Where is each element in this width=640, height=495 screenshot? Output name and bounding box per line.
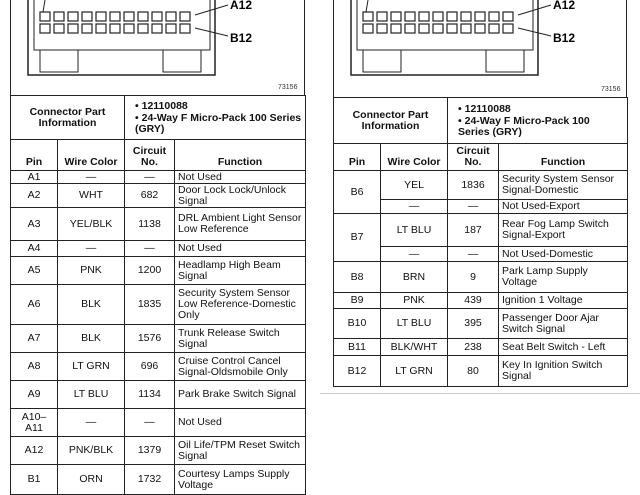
pin-label-a12: A12 xyxy=(553,0,576,12)
pin-cavity xyxy=(419,24,429,33)
function-cell: Door Lock Lock/Unlock Signal xyxy=(175,184,306,208)
pin-cell: A9 xyxy=(11,381,58,409)
pin-cavity xyxy=(489,12,499,21)
wire-color-cell: YEL xyxy=(381,171,448,200)
circuit-cell: — xyxy=(448,200,499,214)
column-header: Circuit No. xyxy=(125,140,175,171)
table-row xyxy=(11,241,306,257)
wire-color-cell: — xyxy=(381,247,448,262)
connector-info-values xyxy=(448,98,628,144)
table-row xyxy=(11,409,306,437)
circuit-cell: 682 xyxy=(125,184,175,208)
wire-color-cell: WHT xyxy=(58,184,125,208)
circuit-cell: 9 xyxy=(448,262,499,293)
function-cell: DRL Ambient Light Sensor Low Reference xyxy=(175,208,306,241)
wire-color-cell: PNK/BLK xyxy=(58,437,125,465)
function-cell: Ignition 1 Voltage xyxy=(499,293,628,309)
connector-info-values xyxy=(125,96,306,140)
pin-cell: A3 xyxy=(11,208,58,241)
pin-label-b12: B12 xyxy=(553,31,576,45)
pin-cavity xyxy=(363,24,373,33)
function-cell: Seat Belt Switch - Left xyxy=(499,339,628,356)
pin-cavity xyxy=(475,24,485,33)
header-row xyxy=(334,144,628,171)
circuit-cell: — xyxy=(448,247,499,262)
connector-info-label: Connector Part Information xyxy=(11,96,125,140)
circuit-cell: — xyxy=(125,241,175,257)
function-cell: Not Used xyxy=(175,241,306,257)
leader-line xyxy=(518,28,551,36)
circuit-cell: 1134 xyxy=(125,381,175,409)
pinout-table xyxy=(333,97,628,387)
table-row xyxy=(11,285,306,325)
figure-code: 73156 xyxy=(601,86,621,93)
pin-cell: B1 xyxy=(11,465,58,495)
function-cell: Rear Fog Lamp Switch Signal-Export xyxy=(499,214,628,247)
column-header: Wire Color xyxy=(381,144,448,171)
wire-color-cell: BLK/WHT xyxy=(381,339,448,356)
table-row xyxy=(334,262,628,293)
function-cell: Security System Sensor Low Reference-Domestic Only xyxy=(175,285,306,325)
table-row xyxy=(11,257,306,285)
pin-cell: A6 xyxy=(11,285,58,325)
wire-color-cell: LT BLU xyxy=(381,214,448,247)
connector-info-row xyxy=(11,96,306,140)
column-header: Circuit No. xyxy=(448,144,499,171)
wire-color-cell: — xyxy=(58,241,125,257)
pin-cell: B11 xyxy=(334,339,381,356)
column-header: Function xyxy=(175,140,306,171)
wire-color-cell: LT GRN xyxy=(58,353,125,381)
table-row xyxy=(334,339,628,356)
pin-cavity xyxy=(503,24,513,33)
circuit-cell: 439 xyxy=(448,293,499,309)
pin-cell: A4 xyxy=(11,241,58,257)
wire-color-cell: BRN xyxy=(381,262,448,293)
pin-cavity xyxy=(377,12,387,21)
pin-label-b12: B12 xyxy=(230,31,253,45)
column-header: Pin xyxy=(334,144,381,171)
table-row xyxy=(11,208,306,241)
table-row xyxy=(11,171,306,184)
pin-cavity xyxy=(447,24,457,33)
pin-cavity xyxy=(489,24,499,33)
circuit-cell: 395 xyxy=(448,309,499,339)
circuit-cell: 1379 xyxy=(125,437,175,465)
pin-cell: A10–A11 xyxy=(11,409,58,437)
function-cell: Park Lamp Supply Voltage xyxy=(499,262,628,293)
circuit-cell: 1200 xyxy=(125,257,175,285)
wire-color-cell: LT BLU xyxy=(58,381,125,409)
pin-cavity xyxy=(461,24,471,33)
circuit-cell: 1732 xyxy=(125,465,175,495)
connector-info-row xyxy=(334,98,628,144)
pin-cell: A5 xyxy=(11,257,58,285)
function-cell: Passenger Door Ajar Switch Signal xyxy=(499,309,628,339)
pin-cavity xyxy=(447,12,457,21)
function-cell: Not Used xyxy=(175,171,306,184)
table-row xyxy=(11,437,306,465)
function-cell: Key In Ignition Switch Signal xyxy=(499,356,628,387)
pin-cell: A2 xyxy=(11,184,58,208)
table-row xyxy=(11,325,306,353)
connector-info-label: Connector Part Information xyxy=(334,98,448,144)
pin-cavity xyxy=(419,12,429,21)
connector-body xyxy=(351,0,538,75)
wire-color-cell: LT BLU xyxy=(381,309,448,339)
circuit-cell: 187 xyxy=(448,214,499,247)
wire-color-cell: — xyxy=(381,200,448,214)
function-cell: Not Used-Export xyxy=(499,200,628,214)
column-header: Pin xyxy=(11,140,58,171)
wire-color-cell: YEL/BLK xyxy=(58,208,125,241)
connector-info-item: • 24-Way F Micro-Pack 100 Series (GRY) xyxy=(458,114,590,138)
table-row xyxy=(334,214,628,247)
column-header: Function xyxy=(499,144,628,171)
function-cell: Security System Sensor Signal-Domestic xyxy=(499,171,628,200)
pin-cell: B7 xyxy=(334,214,381,262)
function-cell: Trunk Release Switch Signal xyxy=(175,325,306,353)
wire-color-cell: LT GRN xyxy=(381,356,448,387)
pin-cavity xyxy=(391,24,401,33)
function-cell: Not Used-Domestic xyxy=(499,247,628,262)
pin-cavity xyxy=(405,12,415,21)
circuit-cell: 80 xyxy=(448,356,499,387)
table-row xyxy=(334,293,628,309)
circuit-cell: 1836 xyxy=(448,171,499,200)
pin-cavity xyxy=(503,12,513,21)
circuit-cell: 1576 xyxy=(125,325,175,353)
pin-cell: B9 xyxy=(334,293,381,309)
pin-cavity xyxy=(433,24,443,33)
header-row xyxy=(11,140,306,171)
connector-info-item: • 24-Way F Micro-Pack 100 Series (GRY) xyxy=(135,111,302,135)
table-row xyxy=(11,353,306,381)
connector-info-item: • 12110088 xyxy=(135,99,188,112)
pin-cavity xyxy=(433,12,443,21)
wire-color-cell: ORN xyxy=(58,465,125,495)
circuit-cell: 696 xyxy=(125,353,175,381)
pin-cavity xyxy=(405,24,415,33)
table-row xyxy=(11,184,306,208)
circuit-cell: 1835 xyxy=(125,285,175,325)
pin-cell: B6 xyxy=(334,171,381,214)
pin-cavity xyxy=(475,12,485,21)
column-header: Wire Color xyxy=(58,140,125,171)
function-cell: Cruise Control Cancel Signal-Oldsmobile Only xyxy=(175,353,306,381)
wire-color-cell: PNK xyxy=(58,257,125,285)
connector-inner xyxy=(357,0,533,50)
wire-color-cell: — xyxy=(58,171,125,184)
function-cell: Park Brake Switch Signal xyxy=(175,381,306,409)
pin-cavity xyxy=(391,12,401,21)
pinout-table xyxy=(10,95,306,495)
pin-cavity xyxy=(377,24,387,33)
wire-color-cell: BLK xyxy=(58,285,125,325)
table-row xyxy=(11,381,306,409)
figure-code: 73156 xyxy=(278,84,298,91)
wire-color-cell: BLK xyxy=(58,325,125,353)
function-cell: Oil Life/TPM Reset Switch Signal xyxy=(175,437,306,465)
pin-cell: A1 xyxy=(11,171,58,184)
function-cell: Courtesy Lamps Supply Voltage xyxy=(175,465,306,495)
leader-line xyxy=(518,5,551,15)
pin-cell: A12 xyxy=(11,437,58,465)
wire-color-cell: — xyxy=(58,409,125,437)
circuit-cell: 1138 xyxy=(125,208,175,241)
pin-cavity xyxy=(363,12,373,21)
function-cell: Headlamp High Beam Signal xyxy=(175,257,306,285)
pin-cell: A8 xyxy=(11,353,58,381)
pin-label-a12: A12 xyxy=(230,0,253,12)
table-row xyxy=(334,171,628,200)
circuit-cell: 238 xyxy=(448,339,499,356)
table-row xyxy=(334,309,628,339)
circuit-cell: — xyxy=(125,171,175,184)
pin-cell: A7 xyxy=(11,325,58,353)
divider xyxy=(320,393,640,394)
pin-cell: B10 xyxy=(334,309,381,339)
circuit-cell: — xyxy=(125,409,175,437)
latch xyxy=(486,50,524,72)
function-cell: Not Used xyxy=(175,409,306,437)
table-row xyxy=(334,356,628,387)
pin-cell: B12 xyxy=(334,356,381,387)
pin-cell: B8 xyxy=(334,262,381,293)
connector-info-item: • 12110088 xyxy=(458,102,511,115)
pin-cavity xyxy=(461,12,471,21)
connector-diagram xyxy=(0,0,640,98)
wire-color-cell: PNK xyxy=(381,293,448,309)
latch xyxy=(363,50,401,72)
